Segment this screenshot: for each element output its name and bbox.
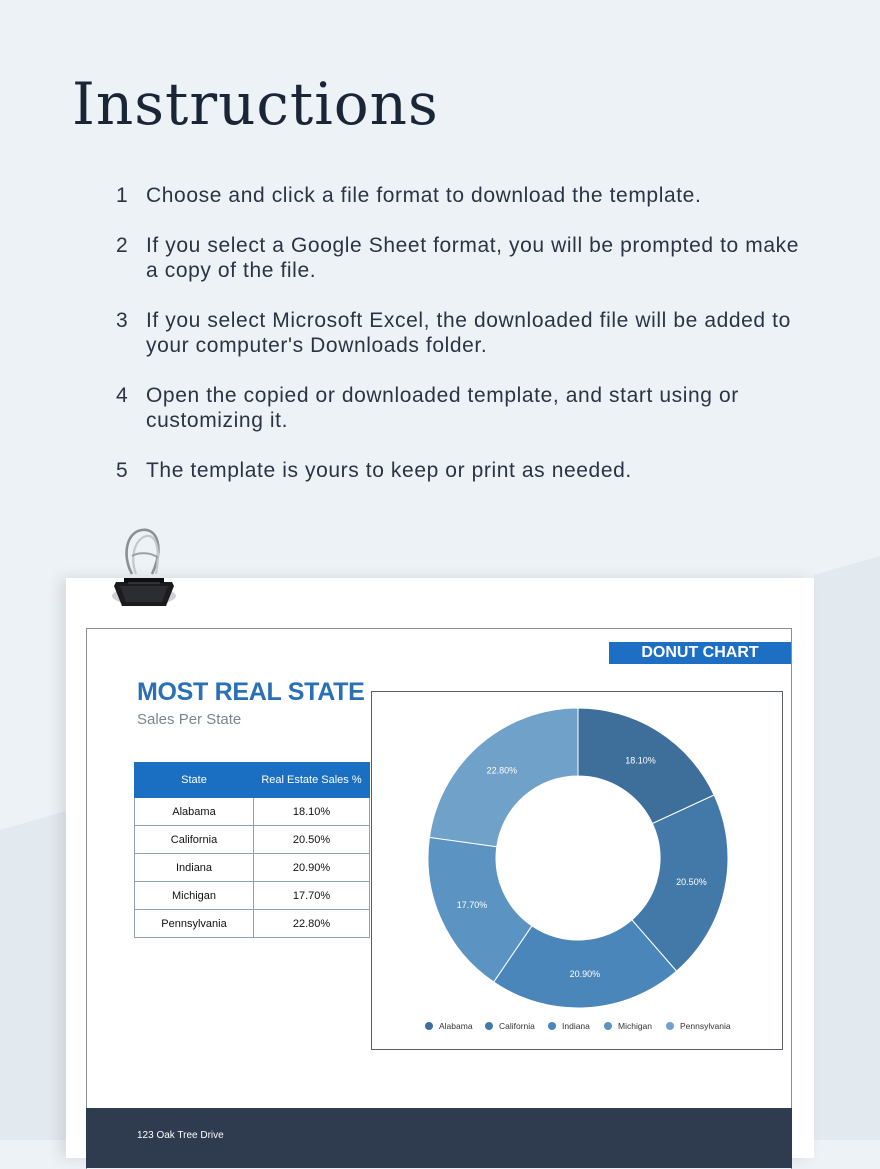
chart-type-badge: DONUT CHART <box>609 642 791 664</box>
legend-label-california: California <box>499 1021 535 1031</box>
page-title: Instructions <box>72 70 439 138</box>
step-number: 2 <box>116 234 129 257</box>
donut-chart <box>371 691 783 1050</box>
legend-marker-alabama <box>425 1022 433 1030</box>
instruction-list <box>116 183 816 508</box>
step-number: 5 <box>116 459 129 482</box>
legend-label-alabama: Alabama <box>439 1021 473 1031</box>
table-cell-sales: 20.90% <box>254 854 370 882</box>
table-row <box>135 854 370 882</box>
step-text: Choose and click a file format to download the template. <box>146 184 702 207</box>
table-cell-sales: 18.10% <box>254 798 370 826</box>
legend-label-pennsylvania: Pennsylvania <box>680 1021 731 1031</box>
table-cell-state: Pennsylvania <box>135 910 254 938</box>
legend-marker-michigan <box>604 1022 612 1030</box>
table-cell-state: Indiana <box>135 854 254 882</box>
table-cell-sales: 17.70% <box>254 882 370 910</box>
document-subtitle: Sales Per State <box>137 711 242 728</box>
table-cell-state: California <box>135 826 254 854</box>
table-row <box>135 882 370 910</box>
data-label-pennsylvania: 22.80% <box>486 765 518 776</box>
binder-clip-icon <box>108 526 180 610</box>
step-text: The template is yours to keep or print as needed. <box>146 459 632 482</box>
data-label-alabama: 18.10% <box>625 755 656 766</box>
step-number: 1 <box>116 184 129 207</box>
document-title: MOST REAL STATE <box>137 678 365 706</box>
step-text: If you select a Google Sheet format, you will be prompted to make a copy of the file. <box>146 234 799 282</box>
instruction-step <box>116 383 816 433</box>
step-text: If you select Microsoft Excel, the downloaded file will be added to your computer's Downloads folder. <box>146 309 791 357</box>
instruction-step <box>116 458 816 483</box>
step-number: 4 <box>116 384 129 407</box>
data-label-michigan: 17.70% <box>456 900 488 911</box>
table-cell-sales: 20.50% <box>254 826 370 854</box>
step-number: 3 <box>116 309 129 332</box>
legend-marker-california <box>485 1022 493 1030</box>
instruction-step <box>116 233 816 283</box>
donut-slice-pennsylvania <box>429 708 578 847</box>
legend-marker-pennsylvania <box>666 1022 674 1030</box>
table-cell-state: Michigan <box>135 882 254 910</box>
table-cell-state: Alabama <box>135 798 254 826</box>
template-preview-sheet <box>66 578 814 1158</box>
instruction-step <box>116 308 816 358</box>
instruction-step <box>116 183 816 208</box>
legend-marker-indiana <box>548 1022 556 1030</box>
data-label-california: 20.50% <box>676 877 707 888</box>
table-header-row <box>135 763 370 798</box>
footer-bar <box>86 1108 792 1168</box>
table-cell-sales: 22.80% <box>254 910 370 938</box>
sales-table <box>134 762 370 938</box>
legend-label-indiana: Indiana <box>562 1021 590 1031</box>
legend-label-michigan: Michigan <box>618 1021 653 1031</box>
data-label-indiana: 20.90% <box>569 968 601 979</box>
table-row <box>135 826 370 854</box>
column-header-state: State <box>135 763 254 798</box>
footer-address: 123 Oak Tree Drive <box>137 1130 224 1141</box>
table-row <box>135 798 370 826</box>
step-text: Open the copied or downloaded template, and start using or customizing it. <box>146 384 739 432</box>
table-row <box>135 910 370 938</box>
donut-chart-canvas <box>372 692 782 1049</box>
column-header-sales: Real Estate Sales % <box>254 763 370 798</box>
